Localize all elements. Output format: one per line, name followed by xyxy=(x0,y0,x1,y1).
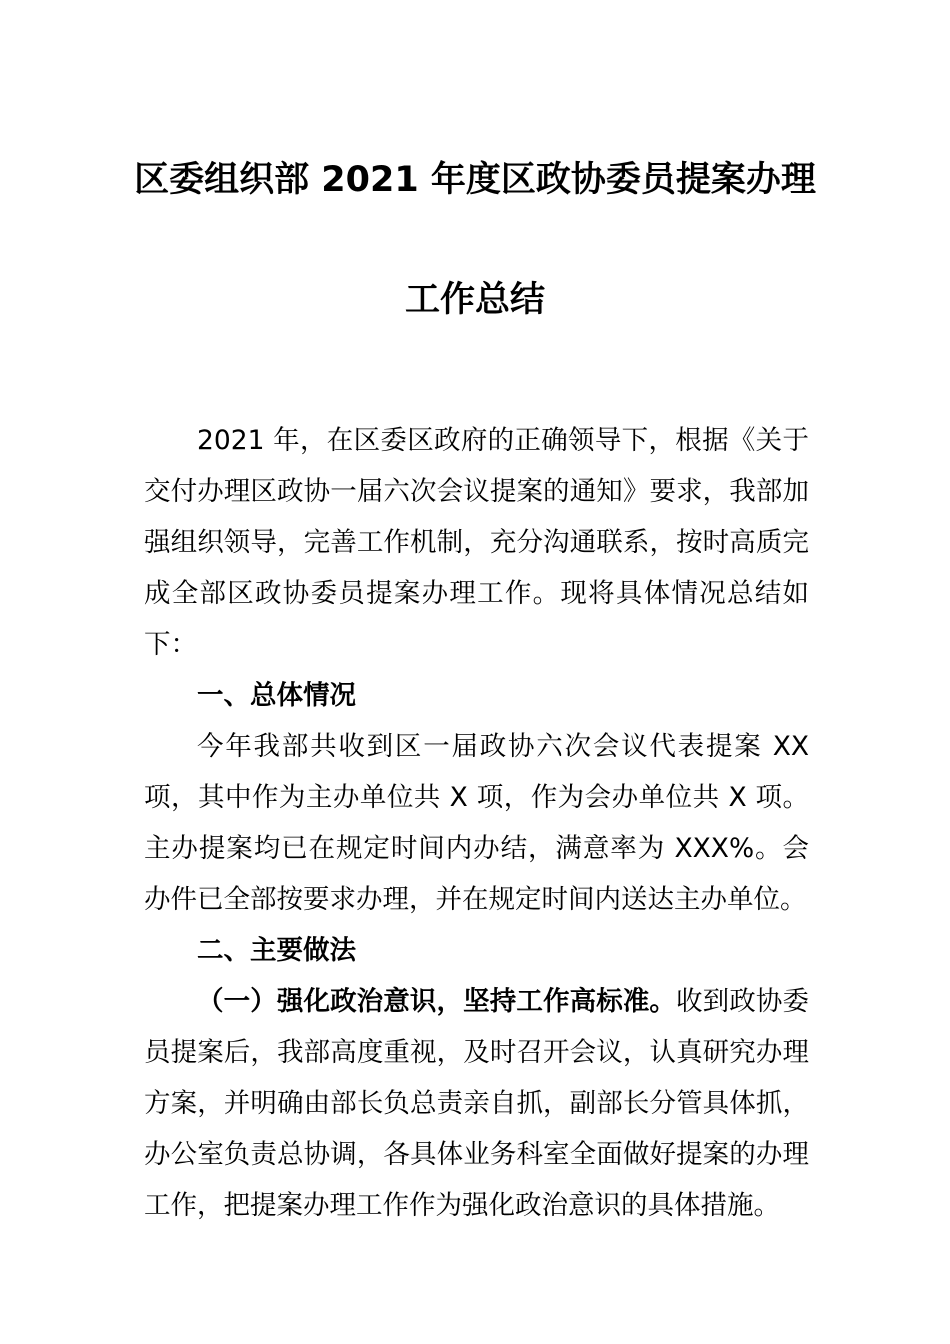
section-2-item-1-text: 收到政协委员提案后，我部高度重视，及时召开会议，认真研究办理方案，并明确由部长负总责亲自抓，副部长分管具体抓，办公室负责总协调，各具体业务科室全面做好提案的办理工作，把提案办理工作作为强化政治意识的具体措施。 xyxy=(144,986,810,1221)
document-title-line-1: 区委组织部 2021 年度区政协委员提案办理 xyxy=(134,160,816,200)
section-2-item-1-lead: （一）强化政治意识，坚持工作高标准。 xyxy=(197,986,677,1017)
section-2-item-1-paragraph xyxy=(144,976,809,1231)
section-1-paragraph: 今年我部共收到区一届政协六次会议代表提案 XX 项，其中作为主办单位共 X 项，作为会办单位共 X 项。主办提案均已在规定时间内办结，满意率为 XXX%。会办件已全部按要求办理，并在规定时间内送达主办单位。 xyxy=(144,731,809,915)
section-2-heading: 二、主要做法 xyxy=(197,935,356,966)
document-body xyxy=(144,415,809,1231)
section-1-heading: 一、总体情况 xyxy=(197,680,356,711)
intro-paragraph: 2021 年，在区委区政府的正确领导下，根据《关于交付办理区政协一届六次会议提案的通知》要求，我部加强组织领导，完善工作机制，充分沟通联系，按时高质完成全部区政协委员提案办理工作。现将具体情况总结如下： xyxy=(144,425,809,660)
document-title-line-2: 工作总结 xyxy=(404,280,545,320)
